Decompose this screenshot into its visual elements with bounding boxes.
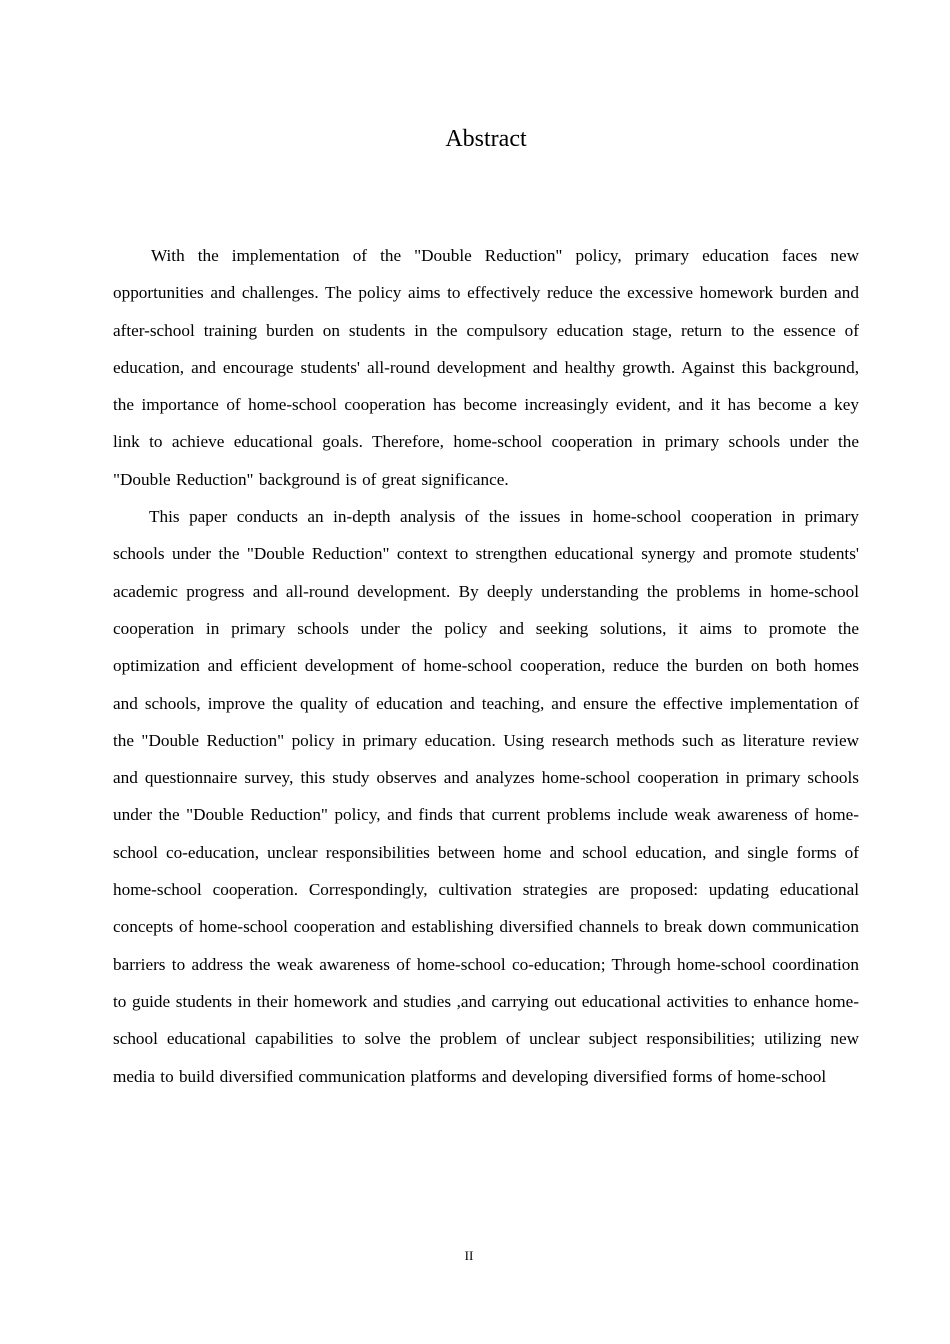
abstract-body	[113, 237, 859, 1095]
abstract-paragraph-1: With the implementation of the "Double Reduction" policy, primary education faces new opportunities and challenges. The policy aims to effectively reduce the excessive homework burden and after-school training burden on students in the compulsory education stage, return to the essence of education, and encourage students' all-round development and healthy growth. Against this background, the importance of home-school cooperation has become increasingly evident, and it has become a key link to achieve educational goals. Therefore, home-school cooperation in primary schools under the "Double Reduction" background is of great significance.	[113, 246, 859, 489]
page-number: II	[464, 1248, 474, 1263]
page-title: Abstract	[445, 126, 527, 152]
abstract-paragraph-2: This paper conducts an in-depth analysis of the issues in home-school cooperation in primary schools under the "Double Reduction" context to strengthen educational synergy and promote students' academic progress and all-round development. By deeply understanding the problems in home-school cooperation in primary schools under the policy and seeking solutions, it aims to promote the optimization and efficient development of home-school cooperation, reduce the burden on both homes and schools, improve the quality of education and teaching, and ensure the effective implementation of the "Double Reduction" policy in primary education. Using research methods such as literature review and questionnaire survey, this study observes and analyzes home-school cooperation in primary schools under the "Double Reduction" policy, and finds that current problems include weak awareness of home-school co-education, unclear responsibilities between home and school education, and single forms of home-school cooperation. Correspondingly, cultivation strategies are proposed: updating educational concepts of home-school cooperation and establishing diversified channels to break down communication barriers to address the weak awareness of home-school co-education; Through home-school coordination to guide students in their homework and studies ,and carrying out educational activities to enhance home-school educational capabilities to solve the problem of unclear subject responsibilities; utilizing new media to build diversified communication platforms and developing diversified forms of home-school	[113, 507, 859, 1086]
